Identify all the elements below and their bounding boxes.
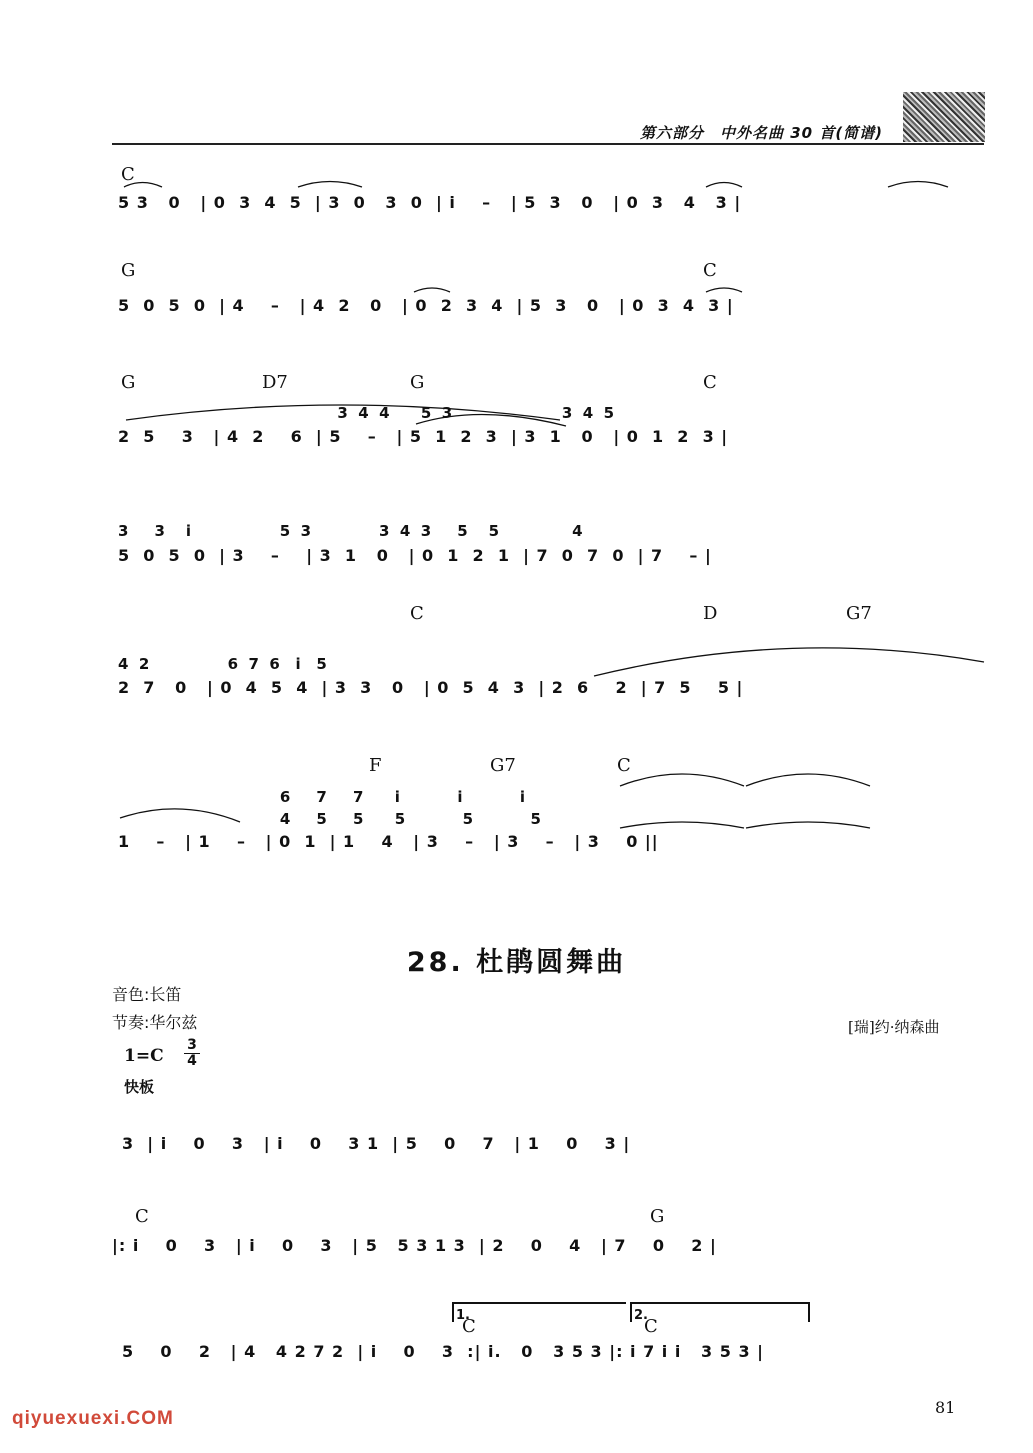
slur (416, 414, 566, 426)
chord-symbol: F (369, 755, 382, 776)
chord-symbol: C (462, 1316, 476, 1337)
slur (620, 774, 744, 786)
slur (706, 288, 742, 292)
composer-credit: [瑞]约·纳森曲 (848, 1018, 940, 1036)
chord-symbol: C (703, 260, 717, 281)
score-line: 3 | i 0 3 | i 0 3 1 | 5 0 7 | 1 0 3 | (122, 1134, 631, 1153)
time-signature (184, 1038, 200, 1069)
piece-title (0, 940, 1033, 979)
slur (746, 774, 870, 786)
chord-symbol: D7 (262, 372, 288, 393)
score-line-upper: 6 7 7 i i i (118, 788, 526, 806)
piece-name: 杜鹃圆舞曲 (476, 947, 627, 978)
chord-symbol: D (703, 603, 718, 624)
slur (594, 648, 984, 676)
score-line: 5 0 5 0 | 4 – | 4 2 0 | 0 2 3 4 | 5 3 0 | 0 3 4 3 | (118, 296, 734, 315)
slur (414, 288, 450, 292)
score-line: 5 3 0 | 0 3 4 5 | 3 0 3 0 | i – | 5 3 0 | 0 3 4 3 | (118, 193, 742, 212)
score-line: 2 7 0 | 0 4 5 4 | 3 3 0 | 0 5 4 3 | 2 6 2 | 7 5 5 | (118, 678, 744, 697)
slur (298, 182, 362, 188)
time-signature-bottom: 4 (184, 1053, 200, 1069)
chord-symbol: G (410, 372, 425, 393)
score-line: 2 5 3 | 4 2 6 | 5 – | 5 1 2 3 | 3 1 0 | 0 1 2 3 | (118, 427, 729, 446)
chord-symbol: C (410, 603, 424, 624)
slur (620, 822, 744, 828)
chord-symbol: G (121, 260, 136, 281)
page-number: 81 (935, 1398, 956, 1417)
watermark: qiyuexuexi.COM (12, 1408, 174, 1429)
volta-1-label: 1. (456, 1308, 470, 1323)
score-line: 5 0 2 | 4 4 2 7 2 | i 0 3 :| i. 0 3 5 3 |: i 7 i i 3 5 3 | (122, 1342, 764, 1361)
score-line-upper: 3 3 i 5 3 3 4 3 5 5 4 (118, 522, 583, 540)
score-line: |: i 0 3 | i 0 3 | 5 5 3 1 3 | 2 0 4 | 7 0 2 | (112, 1236, 717, 1255)
score-line-upper: 4 5 5 5 5 5 (118, 810, 541, 828)
chord-symbol: G7 (846, 603, 872, 624)
tempo-marking: 快板 (124, 1078, 155, 1096)
rhythm-label: 节奏:华尔兹 (112, 1013, 198, 1032)
key-signature: 1=C (124, 1046, 164, 1066)
slur (706, 183, 742, 188)
volta-bracket-1 (452, 1302, 626, 1322)
score-line: 1 – | 1 – | 0 1 | 1 4 | 3 – | 3 – | 3 0 || (118, 832, 659, 851)
chord-symbol: C (703, 372, 717, 393)
chord-symbol: C (644, 1316, 658, 1337)
section-header: 第六部分 中外名曲 30 首(简谱) (640, 124, 884, 142)
time-signature-top: 3 (187, 1037, 197, 1053)
score-line: 5 0 5 0 | 3 – | 3 1 0 | 0 1 2 1 | 7 0 7 0 | 7 – | (118, 546, 712, 565)
chord-symbol: C (617, 755, 631, 776)
slur (120, 809, 240, 822)
piece-number: 28. (406, 947, 464, 978)
score-line-upper: 3 4 4 5 3 3 4 5 (118, 404, 615, 422)
chord-symbol: G (650, 1206, 665, 1227)
chord-symbol: C (121, 164, 135, 185)
volta-2-label: 2. (634, 1308, 648, 1323)
chord-symbol: G7 (490, 755, 516, 776)
chord-symbol: G (121, 372, 136, 393)
slur (126, 405, 560, 420)
slur (888, 182, 948, 188)
chord-symbol: C (135, 1206, 149, 1227)
score-line-upper: 4 2 6 7 6 i 5 (118, 655, 327, 673)
slur (746, 822, 870, 828)
timbre-label: 音色:长笛 (112, 985, 182, 1004)
slur (124, 183, 162, 188)
